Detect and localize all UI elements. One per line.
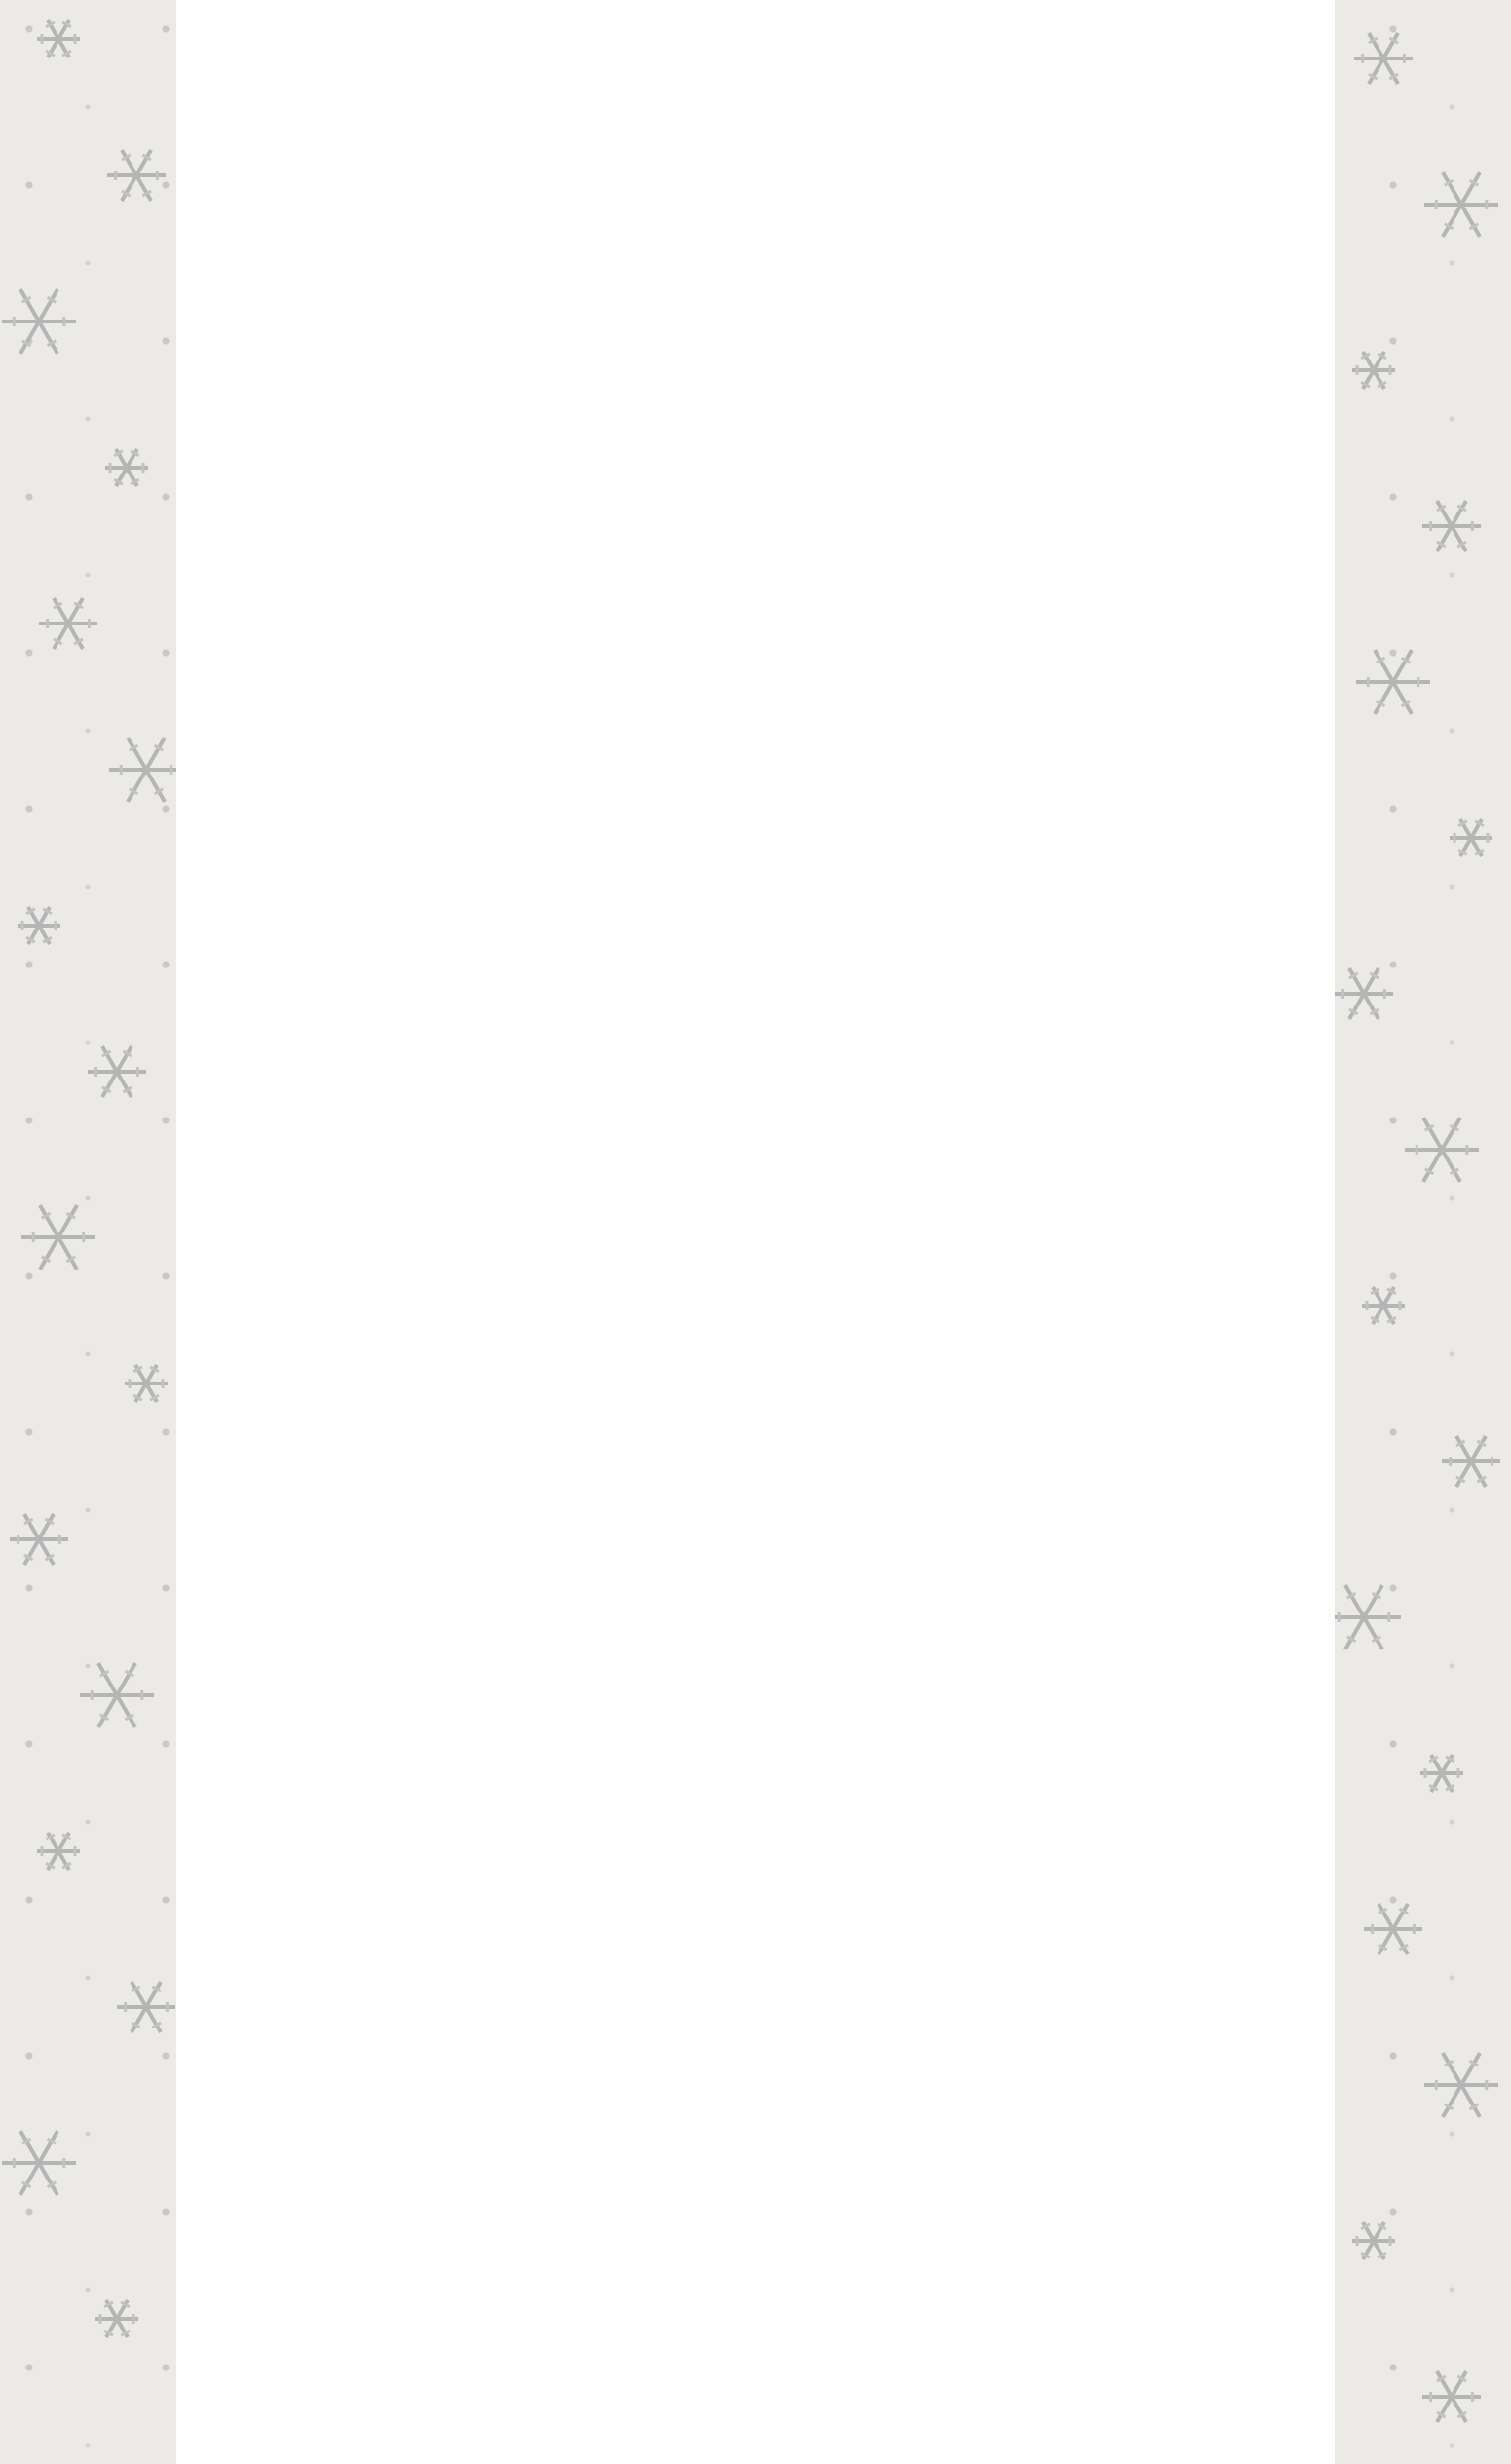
snowflake — [1442, 1436, 1500, 1487]
snowflake — [1422, 2371, 1481, 2422]
snowflake — [1362, 1287, 1405, 1324]
snowflake — [1335, 968, 1393, 1019]
snowflake — [18, 907, 60, 944]
snowflake — [1352, 2222, 1395, 2259]
snowflake — [1424, 2053, 1498, 2117]
snowflake — [1420, 1755, 1463, 1792]
snowflake — [1405, 1118, 1479, 1182]
snowflake — [1364, 1904, 1422, 1954]
snowflake — [21, 1205, 95, 1270]
snowflake — [2, 289, 76, 354]
snowflake — [88, 1046, 146, 1097]
snowflake — [117, 1982, 175, 2032]
snowflake — [39, 598, 97, 649]
snowflake — [105, 449, 148, 486]
snowflake — [1422, 501, 1481, 551]
snowflake — [1450, 819, 1492, 856]
snowflake — [10, 1514, 68, 1565]
snowflake — [125, 1365, 168, 1402]
page-wrapper — [176, 0, 1335, 2464]
snowflake — [37, 20, 80, 57]
snowflake — [1424, 172, 1498, 237]
snowflake — [2, 2131, 76, 2195]
snowflake — [107, 150, 166, 201]
snowflake — [95, 2300, 138, 2337]
snowflake — [1354, 33, 1413, 84]
snowflake — [1352, 352, 1395, 389]
snowflake — [80, 1663, 154, 1727]
snowflake — [37, 1833, 80, 1870]
snowflake — [1356, 650, 1430, 714]
snowflake — [109, 738, 183, 802]
snowflake — [1327, 1585, 1401, 1649]
